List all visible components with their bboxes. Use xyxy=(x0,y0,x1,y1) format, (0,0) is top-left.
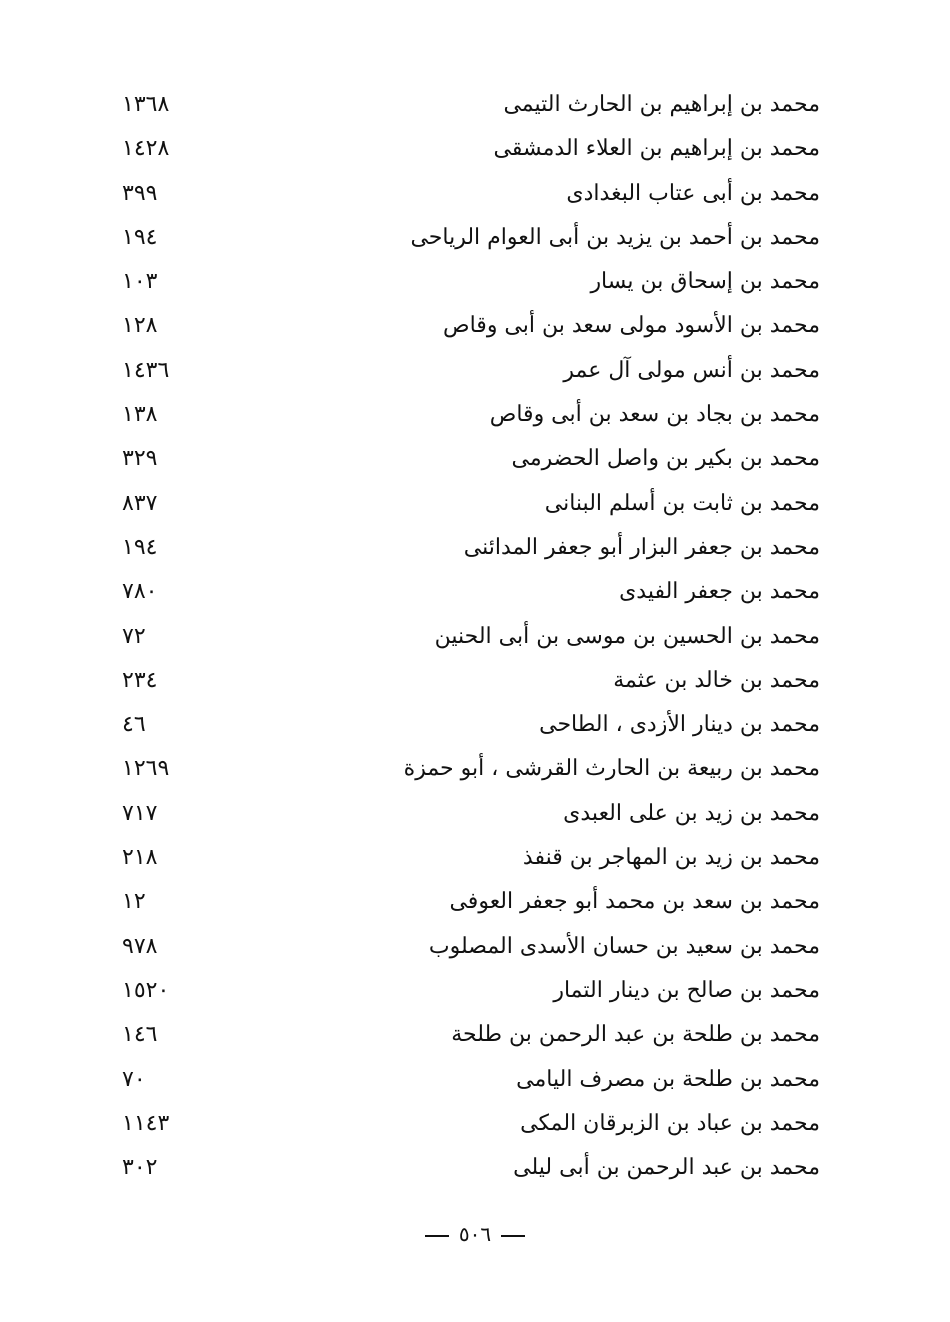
index-entry xyxy=(0,926,950,970)
index-entry xyxy=(0,616,950,660)
index-entry xyxy=(0,394,950,438)
entry-name: محمد بن بكير بن واصل الحضرمى xyxy=(511,446,820,472)
entry-page-number: ١٥٢٠ xyxy=(122,977,170,1003)
entry-page-number: ٢٣٤ xyxy=(122,667,158,693)
entry-name: محمد بن ثابت بن أسلم البنانى xyxy=(544,490,820,516)
footer-dash-right xyxy=(501,1235,525,1237)
entry-name: محمد بن الأسود مولى سعد بن أبى وقاص xyxy=(443,313,820,339)
index-entry xyxy=(0,305,950,349)
entry-name: محمد بن إسحاق بن يسار xyxy=(590,269,820,295)
entry-name: محمد بن إبراهيم بن العلاء الدمشقى xyxy=(493,136,820,162)
entry-name: محمد بن دينار الأزدى ، الطاحى xyxy=(539,712,820,738)
index-entry xyxy=(0,881,950,925)
index-entry xyxy=(0,748,950,792)
entry-name: محمد بن أحمد بن يزيد بن أبى العوام الرياحى xyxy=(410,224,820,250)
entry-name: محمد بن سعد بن محمد أبو جعفر العوفى xyxy=(449,889,820,915)
index-entry xyxy=(0,571,950,615)
entry-page-number: ١٩٤ xyxy=(122,224,158,250)
entry-page-number: ٧٠ xyxy=(122,1066,146,1092)
entry-name: محمد بن بجاد بن سعد بن أبى وقاص xyxy=(489,402,820,428)
entry-page-number: ٤٦ xyxy=(122,712,146,738)
index-entry xyxy=(0,217,950,261)
index-entry xyxy=(0,1103,950,1147)
entry-page-number: ٣٢٩ xyxy=(122,446,158,472)
entry-page-number: ٧٨٠ xyxy=(122,579,158,605)
index-entry xyxy=(0,704,950,748)
entry-page-number: ٧٢ xyxy=(122,623,146,649)
entry-name: محمد بن إبراهيم بن الحارث التيمى xyxy=(503,92,820,117)
index-entry xyxy=(0,970,950,1014)
entry-name: محمد بن عباد بن الزبرقان المكى xyxy=(520,1110,820,1136)
entry-page-number: ١٣٦٨ xyxy=(122,92,170,117)
entry-page-number: ٣٠٢ xyxy=(122,1155,158,1181)
entry-page-number: ١٢٦٩ xyxy=(122,756,170,782)
page-footer xyxy=(0,1222,950,1246)
entry-name: محمد بن أنس مولى آل عمر xyxy=(563,357,820,383)
index-entry xyxy=(0,660,950,704)
entry-page-number: ١٤٦ xyxy=(122,1022,158,1048)
entry-page-number: ١٢٨ xyxy=(122,313,158,339)
entry-page-number: ٨٣٧ xyxy=(122,490,158,516)
index-entry xyxy=(0,837,950,881)
entry-name: محمد بن جعفر الفيدى xyxy=(619,579,820,605)
index-entry xyxy=(0,1147,950,1191)
entry-page-number: ١٩٤ xyxy=(122,534,158,560)
entry-name: محمد بن ربيعة بن الحارث القرشى ، أبو حمزة xyxy=(403,756,820,782)
index-entry xyxy=(0,173,950,217)
index-entry xyxy=(0,350,950,394)
index-entry xyxy=(0,793,950,837)
index-entry xyxy=(0,261,950,305)
entry-name: محمد بن الحسين بن موسى بن أبى الحنين xyxy=(434,623,820,649)
entry-name: محمد بن سعيد بن حسان الأسدى المصلوب xyxy=(428,933,820,959)
page-number: ٥٠٦ xyxy=(458,1222,492,1246)
entry-page-number: ١١٤٣ xyxy=(122,1110,170,1136)
entry-name: محمد بن زيد بن على العبدى xyxy=(563,800,820,826)
index-entry xyxy=(0,128,950,172)
footer-dash-left xyxy=(425,1235,449,1237)
index-entry xyxy=(0,438,950,482)
index-entries xyxy=(0,84,950,1191)
entry-name: محمد بن طلحة بن عبد الرحمن بن طلحة xyxy=(451,1022,820,1048)
entry-page-number: ١٤٢٨ xyxy=(122,136,170,162)
index-entry xyxy=(0,84,950,128)
index-entry xyxy=(0,483,950,527)
entry-name: محمد بن طلحة بن مصرف اليامى xyxy=(516,1066,820,1092)
index-entry xyxy=(0,1059,950,1103)
index-entry xyxy=(0,527,950,571)
entry-name: محمد بن أبى عتاب البغدادى xyxy=(566,180,820,206)
entry-page-number: ٧١٧ xyxy=(122,800,158,826)
entry-name: محمد بن صالح بن دينار التمار xyxy=(553,977,820,1003)
entry-name: محمد بن زيد بن المهاجر بن قنفذ xyxy=(522,845,820,871)
entry-name: محمد بن عبد الرحمن بن أبى ليلى xyxy=(513,1155,820,1181)
entry-name: محمد بن جعفر البزار أبو جعفر المدائنى xyxy=(463,534,820,560)
entry-page-number: ١٣٨ xyxy=(122,402,158,428)
entry-page-number: ٢١٨ xyxy=(122,845,158,871)
entry-name: محمد بن خالد بن عثمة xyxy=(613,667,820,693)
entry-page-number: ١٠٣ xyxy=(122,269,158,295)
entry-page-number: ١٢ xyxy=(122,889,146,915)
entry-page-number: ١٤٣٦ xyxy=(122,357,170,383)
entry-page-number: ٣٩٩ xyxy=(122,180,158,206)
entry-page-number: ٩٧٨ xyxy=(122,933,158,959)
index-entry xyxy=(0,1014,950,1058)
